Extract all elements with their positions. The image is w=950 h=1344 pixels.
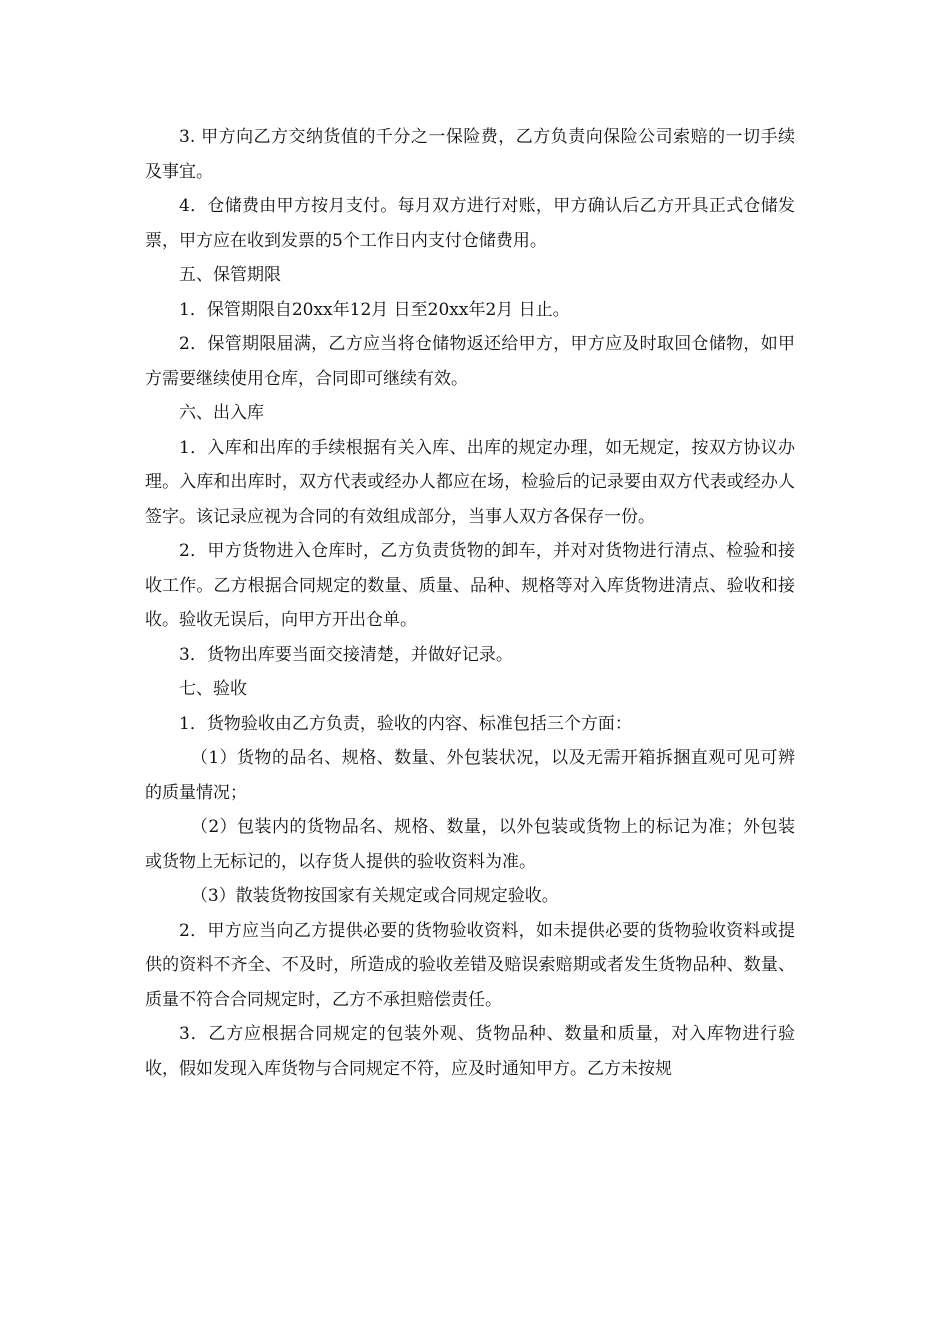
clause-5-1-period: 1．保管期限自20xx年12月 日至20xx年2月 日止。 <box>179 299 570 320</box>
clause-7-1-item-2: （2）包装内的货物品名、规格、数量，以外包装或货物上的标记为准；外包装或货物上无标记的，以存货人提供的验收资料为准。 <box>145 817 795 872</box>
clause-7-1-item-3: （3）散装货物按国家有关规定或合同规定验收。 <box>190 886 559 906</box>
section-heading-inspection: 七、验收 <box>179 679 247 699</box>
clause-4-4-storage-fee: 4．仓储费由甲方按月支付。每月双方进行对账，甲方确认后乙方开具正式仓储发票，甲方应在收到发票的5个工作日内支付仓储费用。 <box>145 196 795 251</box>
clause-6-2-receiving: 2．甲方货物进入仓库时，乙方负责货物的卸车，并对对货物进行清点、检验和接收工作。乙方根据合同规定的数量、质量、品种、规格等对入库货物进清点、验收和接收。验收无误后，向甲方开出仓单。 <box>145 541 795 630</box>
document-body <box>145 120 795 1086</box>
clause-6-3-outbound: 3．货物出库要当面交接清楚，并做好记录。 <box>179 644 513 665</box>
clause-7-3-verification: 3．乙方应根据合同规定的包装外观、货物品种、数量和质量，对入库物进行验收，假如发现入库货物与合同规定不符，应及时通知甲方。乙方未按规 <box>145 1024 795 1079</box>
clause-5-2-expiry: 2．保管期限届满，乙方应当将仓储物返还给甲方，甲方应及时取回仓储物，如甲方需要继续使用仓库，合同即可继续有效。 <box>145 334 795 389</box>
section-heading-storage-period: 五、保管期限 <box>179 265 281 285</box>
clause-4-3-insurance: 3. 甲方向乙方交纳货值的千分之一保险费，乙方负责向保险公司索赔的一切手续及事宜。 <box>145 127 795 182</box>
clause-7-1-inspection: 1．货物验收由乙方负责，验收的内容、标准包括三个方面： <box>179 713 632 734</box>
clause-7-1-item-1: （1）货物的品名、规格、数量、外包装状况，以及无需开箱拆捆直观可见可辨的质量情况； <box>145 748 795 803</box>
section-heading-in-out: 六、出入库 <box>179 403 264 423</box>
clause-6-1-procedures: 1．入库和出库的手续根据有关入库、出库的规定办理，如无规定，按双方协议办理。入库和出库时，双方代表或经办人都应在场，检验后的记录要由双方代表或经办人签字。该记录应视为合同的有效组成部分，当事人双方各保存一份。 <box>145 437 795 527</box>
clause-7-2-materials: 2．甲方应当向乙方提供必要的货物验收资料，如未提供必要的货物验收资料或提供的资料不齐全、不及时，所造成的验收差错及赔误索赔期或者发生货物品种、数量、质量不符合合同规定时，乙方不承担赔偿责任。 <box>145 920 795 1010</box>
